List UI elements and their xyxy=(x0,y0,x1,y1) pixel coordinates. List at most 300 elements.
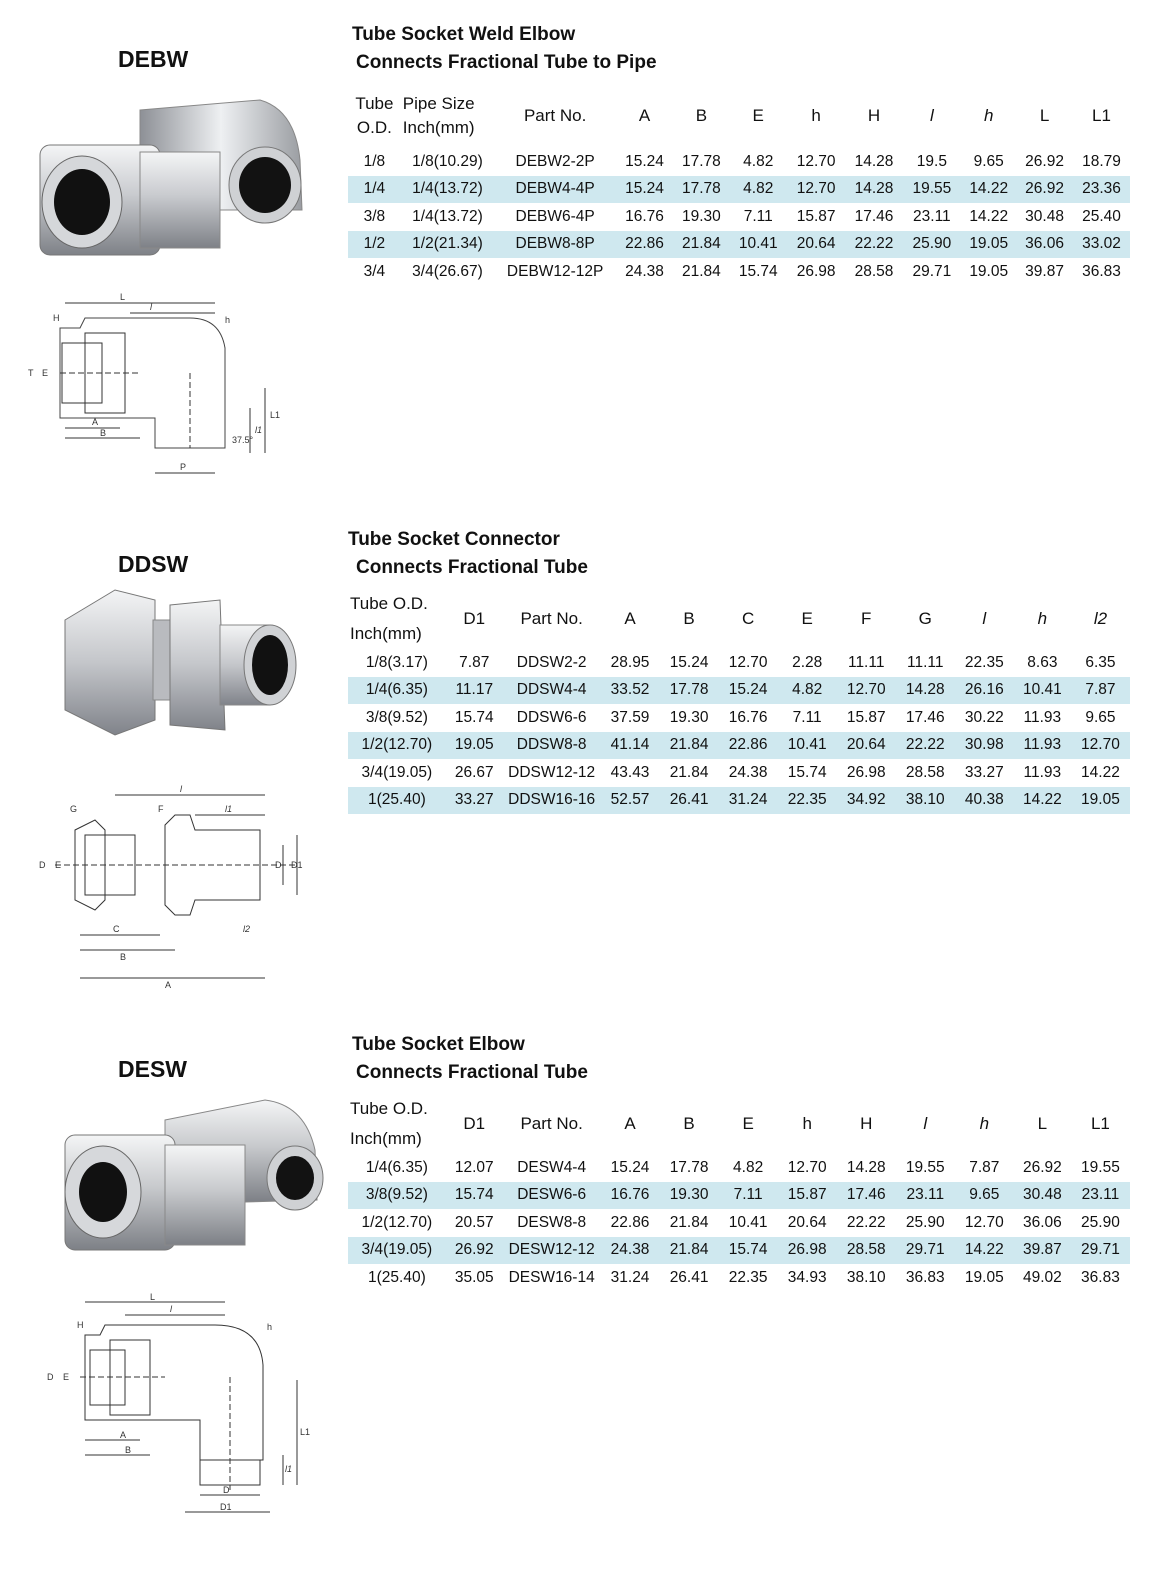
table-cell: 22.35 xyxy=(728,1268,768,1286)
table-row xyxy=(348,759,1130,787)
table-cell: 23.11 xyxy=(1071,1182,1130,1210)
table-cell: 28.95 xyxy=(610,653,650,671)
drawing-label: B xyxy=(120,952,127,962)
drawing-label: G xyxy=(70,804,78,814)
table-cell: 14.22 xyxy=(955,1237,1014,1265)
table-cell: 1/2(12.70) xyxy=(348,732,446,760)
table-cell: 24.38 xyxy=(601,1237,660,1265)
drawing-label: H xyxy=(77,1320,84,1330)
column-header: B xyxy=(683,1114,695,1133)
table-row xyxy=(348,1154,1130,1182)
table-cell: 20.64 xyxy=(787,1213,827,1231)
table-cell: 26.41 xyxy=(660,787,719,815)
table-cell: 16.76 xyxy=(728,708,768,726)
table-cell: 20.64 xyxy=(787,231,846,259)
table-cell: 18.79 xyxy=(1082,152,1121,170)
drawing-label: L1 xyxy=(300,1427,311,1437)
table-cell: 19.05 xyxy=(1071,787,1130,815)
table-cell: 19.55 xyxy=(1081,1158,1120,1176)
spec-table-debw xyxy=(348,88,1130,286)
table-cell: 11.11 xyxy=(907,653,944,671)
table-cell: 12.07 xyxy=(454,1158,494,1176)
drawing-label: E xyxy=(55,860,62,870)
column-header: B xyxy=(683,609,695,628)
table-cell: 15.74 xyxy=(787,763,827,781)
column-header: L1 xyxy=(1092,106,1111,125)
column-header: Tube O.D. Inch(mm) xyxy=(350,1099,428,1148)
part-number-cell: DESW4-4 xyxy=(517,1158,587,1176)
drawing-label: l2 xyxy=(243,924,251,934)
drawing-label: D1 xyxy=(220,1502,232,1512)
table-cell: 14.22 xyxy=(961,176,1016,204)
table-cell: 22.86 xyxy=(719,732,778,760)
table-cell: 7.87 xyxy=(969,1158,1000,1176)
table-row xyxy=(348,787,1130,815)
table-cell: 28.58 xyxy=(905,763,945,781)
drawing-label: E xyxy=(42,368,49,378)
desw-product-photo xyxy=(55,1090,340,1265)
column-header: h xyxy=(979,1114,990,1133)
table-row xyxy=(348,258,1130,286)
column-header: h xyxy=(983,106,994,125)
table-cell: 1/2(21.34) xyxy=(401,231,494,259)
product-code: DDSW xyxy=(118,551,189,577)
table-cell: 14.28 xyxy=(896,677,955,705)
table-cell: 7.11 xyxy=(719,1182,778,1210)
table-cell: 17.78 xyxy=(681,152,721,170)
table-cell: 26.67 xyxy=(454,763,494,781)
table-cell: 10.41 xyxy=(1014,677,1071,705)
column-header: H xyxy=(860,1114,873,1133)
table-cell: 34.92 xyxy=(837,787,896,815)
table-cell: 39.87 xyxy=(1014,1237,1071,1265)
table-cell: 40.38 xyxy=(955,787,1014,815)
part-number-cell: DDSW6-6 xyxy=(516,708,587,726)
table-row xyxy=(348,649,1130,677)
table-cell: 26.98 xyxy=(778,1237,837,1265)
table-row xyxy=(348,1182,1130,1210)
table-cell: 26.92 xyxy=(446,1237,503,1265)
table-row xyxy=(348,677,1130,705)
table-cell: 36.83 xyxy=(905,1268,945,1286)
column-header: l2 xyxy=(1093,609,1108,628)
table-cell: 1(25.40) xyxy=(368,1268,426,1286)
drawing-label: D1 xyxy=(291,860,303,870)
table-cell: 21.84 xyxy=(660,1237,719,1265)
table-cell: 2.28 xyxy=(792,653,823,671)
debw-product-photo xyxy=(20,90,330,270)
column-header: h xyxy=(1037,609,1048,628)
table-row xyxy=(348,231,1130,259)
table-row xyxy=(348,1209,1130,1237)
table-cell: 22.22 xyxy=(846,1213,886,1231)
table-cell: 35.05 xyxy=(454,1268,494,1286)
table-cell: 4.82 xyxy=(733,1158,764,1176)
table-cell: 21.84 xyxy=(681,262,721,280)
table-cell: 7.87 xyxy=(1071,677,1130,705)
table-cell: 22.22 xyxy=(896,732,955,760)
table-cell: 1/8(3.17) xyxy=(365,653,428,671)
drawing-label: l xyxy=(150,302,152,312)
debw-dimension-drawing xyxy=(20,288,290,488)
table-cell: 20.57 xyxy=(454,1213,494,1231)
table-cell: 15.74 xyxy=(738,262,778,280)
table-cell: 19.55 xyxy=(902,176,961,204)
column-header: Part No. xyxy=(520,1114,583,1133)
drawing-label: B xyxy=(125,1445,132,1455)
table-cell: 25.90 xyxy=(1081,1213,1120,1231)
table-cell: 30.48 xyxy=(1025,207,1064,225)
table-cell: 19.30 xyxy=(669,708,709,726)
table-cell: 29.71 xyxy=(896,1237,955,1265)
table-cell: 37.59 xyxy=(610,708,650,726)
part-number-cell: DEBW4-4P xyxy=(494,176,616,204)
part-number-cell: DESW8-8 xyxy=(517,1213,587,1231)
table-cell: 30.98 xyxy=(955,732,1014,760)
section-subtitle: Connects Fractional Tube xyxy=(356,557,588,578)
table-cell: 15.87 xyxy=(796,207,836,225)
table-cell: 17.78 xyxy=(673,176,730,204)
table-cell: 14.28 xyxy=(854,152,894,170)
table-cell: 15.87 xyxy=(778,1182,837,1210)
table-cell: 19.30 xyxy=(681,207,721,225)
drawing-label: F xyxy=(158,804,164,814)
drawing-label: A xyxy=(165,980,172,990)
table-cell: 14.22 xyxy=(1081,763,1120,781)
column-header: l xyxy=(923,1114,928,1133)
column-header: F xyxy=(861,609,872,628)
table-cell: 1/4(6.35) xyxy=(365,1158,428,1176)
drawing-label: D xyxy=(47,1372,54,1382)
table-row xyxy=(348,148,1130,176)
table-cell: 16.76 xyxy=(625,207,664,225)
table-cell: 36.83 xyxy=(1081,1268,1120,1286)
drawing-label: P xyxy=(180,462,187,472)
part-number-cell: DESW12-12 xyxy=(503,1237,601,1265)
table-row xyxy=(348,1264,1130,1292)
table-cell: 19.55 xyxy=(905,1158,945,1176)
part-number-cell: DDSW8-8 xyxy=(503,732,601,760)
table-cell: 43.43 xyxy=(610,763,650,781)
table-cell: 26.98 xyxy=(846,763,886,781)
drawing-label: D xyxy=(223,1485,230,1495)
table-cell: 31.24 xyxy=(610,1268,650,1286)
table-cell: 26.92 xyxy=(1016,176,1073,204)
part-number-cell: DDSW4-4 xyxy=(503,677,601,705)
spec-table-ddsw xyxy=(348,589,1130,814)
table-cell: 15.74 xyxy=(446,1182,503,1210)
table-cell: 11.93 xyxy=(1023,708,1062,726)
table-cell: 15.24 xyxy=(719,677,778,705)
table-cell: 26.98 xyxy=(796,262,836,280)
table-cell: 33.27 xyxy=(446,787,503,815)
column-header: Pipe Size Inch(mm) xyxy=(402,94,475,137)
table-cell: 26.16 xyxy=(955,677,1014,705)
column-header: A xyxy=(624,1114,636,1133)
table-cell: 3/4(19.05) xyxy=(361,763,433,781)
table-cell: 12.70 xyxy=(728,653,768,671)
table-cell: 22.35 xyxy=(778,787,837,815)
column-header: Tube O.D. xyxy=(355,94,394,137)
table-cell: 28.58 xyxy=(837,1237,896,1265)
table-row xyxy=(348,704,1130,732)
drawing-label: C xyxy=(113,924,120,934)
section-subtitle: Connects Fractional Tube to Pipe xyxy=(356,52,657,73)
table-cell: 25.90 xyxy=(902,231,961,259)
column-header: l xyxy=(929,106,934,125)
table-row xyxy=(348,176,1130,204)
part-number-cell: DDSW12-12 xyxy=(508,763,596,781)
table-cell: 11.11 xyxy=(847,653,885,671)
table-cell: 21.84 xyxy=(673,231,730,259)
desw-dimension-drawing xyxy=(35,1290,320,1530)
table-cell: 21.84 xyxy=(669,1213,709,1231)
table-cell: 11.17 xyxy=(446,677,503,705)
part-number-cell: DDSW16-16 xyxy=(503,787,601,815)
table-cell: 36.83 xyxy=(1082,262,1121,280)
table-cell: 19.30 xyxy=(660,1182,719,1210)
column-header: D1 xyxy=(463,609,486,628)
section-title: Tube Socket Weld Elbow xyxy=(352,24,576,45)
table-cell: 15.24 xyxy=(669,653,709,671)
table-cell: 10.41 xyxy=(730,231,787,259)
table-cell: 14.28 xyxy=(846,1158,886,1176)
section-title: Tube Socket Elbow xyxy=(352,1034,525,1055)
table-cell: 10.41 xyxy=(728,1213,768,1231)
drawing-label: l1 xyxy=(225,804,233,814)
table-cell: 6.35 xyxy=(1085,653,1116,671)
table-cell: 12.70 xyxy=(787,1158,827,1176)
section-subtitle: Connects Fractional Tube xyxy=(356,1062,588,1083)
column-header: L xyxy=(1037,1114,1048,1133)
table-cell: 24.38 xyxy=(625,262,664,280)
table-cell: 15.24 xyxy=(625,152,664,170)
table-cell: 15.24 xyxy=(610,1158,650,1176)
table-cell: 15.24 xyxy=(616,176,673,204)
table-cell: 1/2(12.70) xyxy=(361,1213,433,1231)
part-number-cell: DDSW2-2 xyxy=(516,653,587,671)
table-cell: 21.84 xyxy=(669,763,709,781)
table-row xyxy=(348,732,1130,760)
table-cell: 25.90 xyxy=(905,1213,945,1231)
table-cell: 10.41 xyxy=(778,732,837,760)
part-number-cell: DEBW12-12P xyxy=(506,262,604,280)
column-header: E xyxy=(801,609,813,628)
drawing-label: L1 xyxy=(270,410,281,420)
table-cell: 23.36 xyxy=(1073,176,1130,204)
drawing-label: l xyxy=(180,784,182,794)
drawing-label: D xyxy=(275,860,282,870)
part-number-cell: DEBW6-4P xyxy=(515,207,595,225)
table-cell: 1(25.40) xyxy=(348,787,446,815)
table-cell: 24.38 xyxy=(728,763,768,781)
table-cell: 11.93 xyxy=(1014,732,1071,760)
table-cell: 14.28 xyxy=(846,176,903,204)
table-cell: 33.52 xyxy=(601,677,660,705)
table-cell: 22.86 xyxy=(610,1213,650,1231)
table-cell: 1/4(6.35) xyxy=(348,677,446,705)
column-header: A xyxy=(624,609,636,628)
table-cell: 4.82 xyxy=(743,152,774,170)
column-header: Part No. xyxy=(523,106,587,125)
table-cell: 39.87 xyxy=(1025,262,1064,280)
part-number-cell: DEBW2-2P xyxy=(515,152,595,170)
table-cell: 19.5 xyxy=(916,152,947,170)
table-cell: 31.24 xyxy=(719,787,778,815)
drawing-label: L xyxy=(150,1292,156,1302)
drawing-label: l1 xyxy=(255,425,263,435)
table-cell: 23.11 xyxy=(913,207,951,225)
drawing-label: E xyxy=(63,1372,70,1382)
drawing-label: 37.5° xyxy=(232,435,254,445)
table-row xyxy=(348,203,1130,231)
column-header: Tube O.D. Inch(mm) xyxy=(350,594,428,643)
table-cell: 1/4(13.72) xyxy=(412,207,483,225)
ddsw-product-photo xyxy=(45,580,305,750)
table-cell: 26.92 xyxy=(1022,1158,1062,1176)
table-cell: 36.06 xyxy=(1016,231,1073,259)
table-row xyxy=(348,1237,1130,1265)
table-cell: 19.05 xyxy=(961,231,1016,259)
column-header: H xyxy=(867,106,881,125)
column-header: L1 xyxy=(1090,1114,1110,1133)
column-header: l xyxy=(982,609,987,628)
table-cell: 3/8(9.52) xyxy=(365,708,428,726)
table-cell: 7.87 xyxy=(459,653,490,671)
table-cell: 22.86 xyxy=(616,231,673,259)
table-cell: 34.93 xyxy=(787,1268,827,1286)
table-cell: 15.74 xyxy=(454,708,494,726)
table-cell: 17.46 xyxy=(905,708,945,726)
table-cell: 14.22 xyxy=(969,207,1009,225)
ddsw-dimension-drawing xyxy=(25,780,325,995)
table-cell: 12.70 xyxy=(837,677,896,705)
table-cell: 36.06 xyxy=(1022,1213,1062,1231)
part-number-cell: DESW6-6 xyxy=(503,1182,601,1210)
column-header: C xyxy=(741,609,755,628)
table-cell: 20.64 xyxy=(837,732,896,760)
column-header: G xyxy=(918,609,932,628)
drawing-label: l1 xyxy=(285,1464,293,1474)
table-cell: 52.57 xyxy=(601,787,660,815)
table-cell: 38.10 xyxy=(846,1268,886,1286)
column-header: h xyxy=(811,106,821,125)
table-cell: 41.14 xyxy=(601,732,660,760)
table-cell: 12.70 xyxy=(787,176,846,204)
drawing-label: B xyxy=(100,428,107,438)
column-header: E xyxy=(752,106,764,125)
table-cell: 12.70 xyxy=(964,1213,1004,1231)
part-number-cell: DEBW8-8P xyxy=(494,231,616,259)
table-cell: 26.92 xyxy=(1025,152,1064,170)
table-cell: 29.71 xyxy=(1071,1237,1130,1265)
table-cell: 1/8(10.29) xyxy=(412,152,483,170)
table-cell: 25.40 xyxy=(1082,207,1121,225)
table-cell: 49.02 xyxy=(1022,1268,1062,1286)
table-cell: 9.65 xyxy=(973,152,1004,170)
table-cell: 7.11 xyxy=(743,207,773,225)
table-cell: 22.22 xyxy=(846,231,903,259)
table-cell: 21.84 xyxy=(660,732,719,760)
section-ddsw xyxy=(0,505,1158,1005)
table-cell: 30.22 xyxy=(964,708,1004,726)
table-cell: 12.70 xyxy=(796,152,836,170)
table-cell: 33.02 xyxy=(1073,231,1130,259)
table-cell: 4.82 xyxy=(778,677,837,705)
drawing-label: D xyxy=(39,860,46,870)
table-cell: 1/2 xyxy=(348,231,401,259)
drawing-label: l xyxy=(170,1304,172,1314)
table-cell: 15.74 xyxy=(719,1237,778,1265)
product-code: DEBW xyxy=(118,46,189,72)
table-cell: 28.58 xyxy=(854,262,894,280)
drawing-label: A xyxy=(120,1430,127,1440)
table-cell: 23.11 xyxy=(896,1182,955,1210)
table-cell: 1/4 xyxy=(348,176,401,204)
table-cell: 17.46 xyxy=(837,1182,896,1210)
table-cell: 3/4(19.05) xyxy=(348,1237,446,1265)
table-cell: 17.78 xyxy=(669,1158,709,1176)
column-header: Part No. xyxy=(520,609,583,628)
drawing-label: h xyxy=(225,315,231,325)
drawing-label: T xyxy=(28,368,34,378)
section-title: Tube Socket Connector xyxy=(348,529,560,550)
table-cell: 26.41 xyxy=(669,1268,709,1286)
table-cell: 9.65 xyxy=(955,1182,1014,1210)
section-desw xyxy=(0,1010,1158,1587)
table-cell: 30.48 xyxy=(1014,1182,1071,1210)
table-cell: 9.65 xyxy=(1085,708,1116,726)
table-cell: 17.78 xyxy=(660,677,719,705)
table-cell: 14.22 xyxy=(1014,787,1071,815)
table-cell: 7.11 xyxy=(792,708,822,726)
table-cell: 11.93 xyxy=(1023,763,1062,781)
table-cell: 3/8 xyxy=(363,207,386,225)
drawing-label: L xyxy=(120,292,126,302)
column-header: B xyxy=(695,106,708,125)
table-cell: 19.05 xyxy=(964,1268,1004,1286)
table-cell: 33.27 xyxy=(964,763,1004,781)
table-cell: 3/8(9.52) xyxy=(348,1182,446,1210)
part-number-cell: DESW16-14 xyxy=(508,1268,595,1286)
drawing-label: A xyxy=(92,417,99,427)
table-cell: 22.35 xyxy=(964,653,1004,671)
table-cell: 12.70 xyxy=(1071,732,1130,760)
column-header: D1 xyxy=(463,1114,486,1133)
column-header: h xyxy=(802,1114,812,1133)
table-cell: 15.87 xyxy=(846,708,886,726)
spec-table-desw xyxy=(348,1094,1130,1292)
table-cell: 29.71 xyxy=(912,262,952,280)
table-cell: 16.76 xyxy=(601,1182,660,1210)
table-cell: 8.63 xyxy=(1027,653,1058,671)
column-header: A xyxy=(638,106,651,125)
table-cell: 19.05 xyxy=(969,262,1009,280)
table-cell: 38.10 xyxy=(896,787,955,815)
table-cell: 1/8 xyxy=(363,152,386,170)
column-header: L xyxy=(1039,106,1050,125)
table-cell: 3/4 xyxy=(363,262,386,280)
table-cell: 19.05 xyxy=(446,732,503,760)
table-cell: 4.82 xyxy=(730,176,787,204)
product-code: DESW xyxy=(118,1056,187,1082)
section-debw xyxy=(0,0,1158,500)
table-cell: 1/4(13.72) xyxy=(401,176,494,204)
drawing-label: H xyxy=(53,313,60,323)
table-cell: 17.46 xyxy=(854,207,894,225)
drawing-label: h xyxy=(267,1322,273,1332)
column-header: E xyxy=(742,1114,754,1133)
